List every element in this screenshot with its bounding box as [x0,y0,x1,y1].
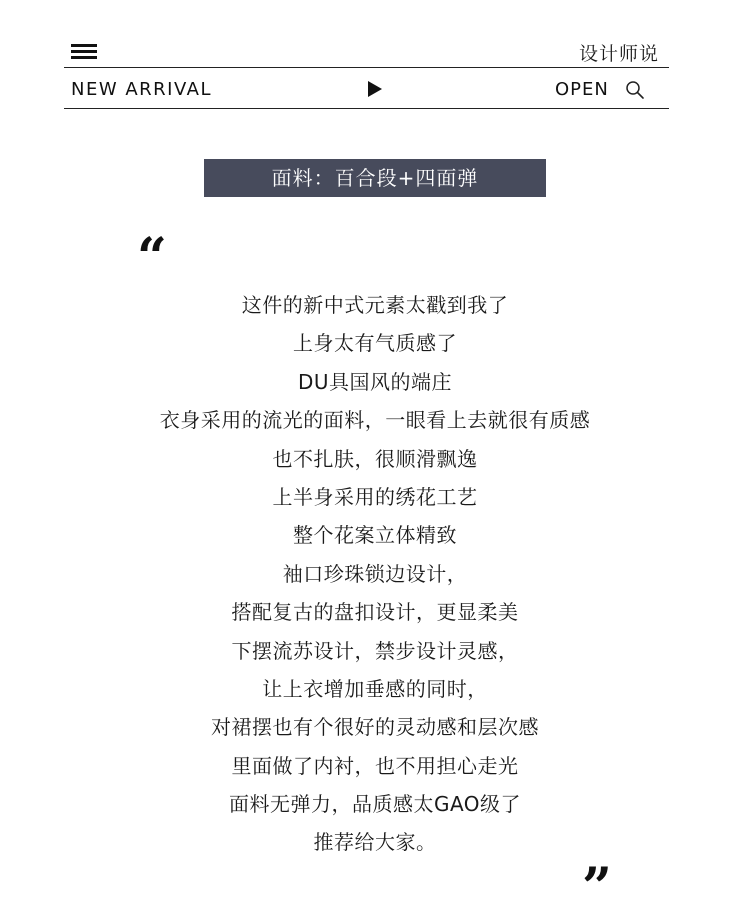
close-quote-mark: ” [582,857,612,918]
description-line: 推荐给大家。 [313,830,437,855]
play-icon[interactable] [368,81,382,97]
description-line: 让上衣增加垂感的同时， [262,676,488,701]
description-line: 袖口珍珠锁边设计， [282,561,468,586]
description-line: 上身太有气质感了 [293,331,457,356]
description-line: 衣身采用的流光的面料，一眼看上去就很有质感 [159,408,591,433]
description-line: 上半身采用的绣花工艺 [272,484,478,509]
hamburger-menu-icon[interactable] [71,44,97,60]
bottom-divider [64,108,669,109]
menu-line [71,50,97,53]
designer-says-link[interactable]: 设计师说 [578,43,659,65]
description-line: 整个花案立体精致 [293,523,457,548]
fabric-banner: 面料：百合段+四面弹 [204,159,546,197]
top-bar [64,36,669,68]
description-line: 下摆流苏设计，禁步设计灵感， [231,638,519,663]
description-line: 也不扎肤，很顺滑飘逸 [272,446,478,471]
nav-bar [64,68,669,108]
description-line: 里面做了内衬，也不用担心走光 [231,753,519,778]
description-line: 对裙摆也有个很好的灵动感和层次感 [211,715,539,740]
search-icon[interactable] [625,80,645,100]
description-line: 搭配复古的盘扣设计，更显柔美 [231,600,519,625]
menu-line [71,44,97,47]
open-link[interactable]: OPEN [555,79,609,100]
description-text [75,286,675,862]
description-line: DU具国风的端庄 [297,369,453,394]
open-quote-mark: “ [137,227,167,288]
description-line: 这件的新中式元素太戳到我了 [241,293,509,317]
new-arrival-link[interactable]: NEW ARRIVAL [71,79,212,100]
description-line: 面料无弹力，品质感太GAO级了 [228,792,522,817]
menu-line [71,56,97,59]
